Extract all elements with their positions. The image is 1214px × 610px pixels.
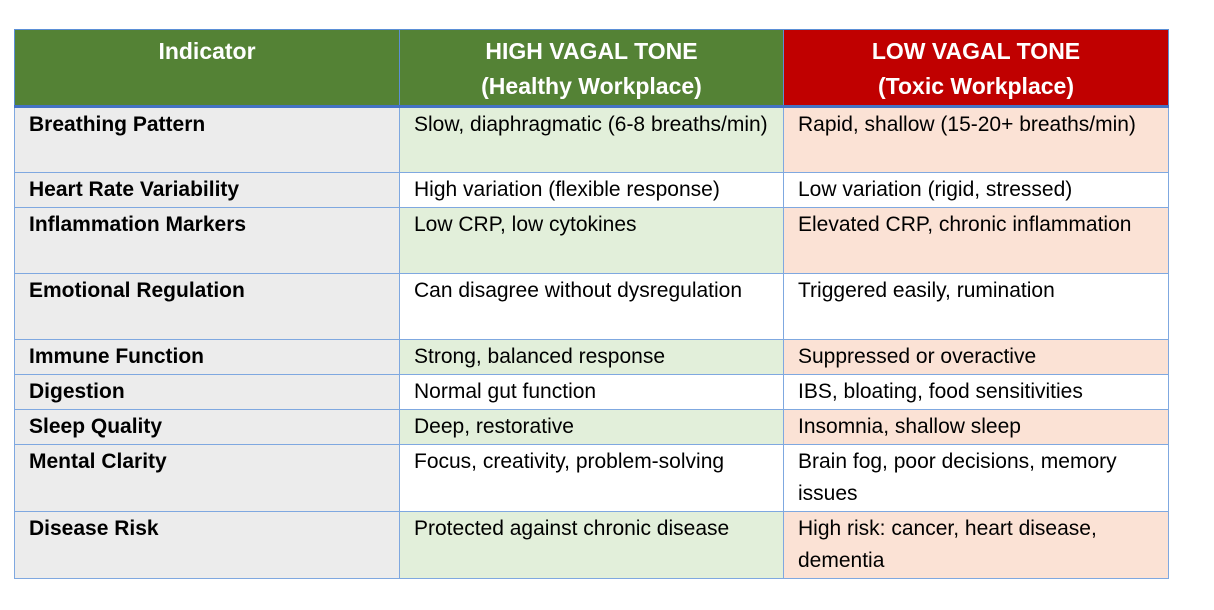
table-row: [15, 107, 1169, 173]
high-vagal-cell: High variation (flexible response): [400, 173, 784, 208]
header-high-vagal-tone: [400, 30, 784, 107]
header-low-vagal-tone: [784, 30, 1169, 107]
high-vagal-cell: Normal gut function: [400, 375, 784, 410]
header-indicator: [15, 30, 400, 107]
low-vagal-cell: Triggered easily, rumination: [784, 274, 1169, 340]
high-vagal-cell: Low CRP, low cytokines: [400, 208, 784, 274]
table-row: [15, 340, 1169, 375]
header-low-line2: (Toxic Workplace): [878, 73, 1074, 99]
high-vagal-cell: Can disagree without dysregulation: [400, 274, 784, 340]
header-low-line1: LOW VAGAL TONE: [871, 38, 1081, 64]
indicator-cell: Emotional Regulation: [15, 274, 400, 340]
low-vagal-cell: Insomnia, shallow sleep: [784, 410, 1169, 445]
indicator-cell: Breathing Pattern: [15, 107, 400, 173]
low-vagal-cell: Rapid, shallow (15-20+ breaths/min): [784, 107, 1169, 173]
indicator-cell: Mental Clarity: [15, 445, 400, 512]
low-vagal-cell: Elevated CRP, chronic inflammation: [784, 208, 1169, 274]
high-vagal-cell: Protected against chronic disease: [400, 512, 784, 579]
header-row: [15, 30, 1169, 107]
low-vagal-cell: Low variation (rigid, stressed): [784, 173, 1169, 208]
header-indicator-label: Indicator: [158, 38, 256, 64]
low-vagal-cell: High risk: cancer, heart disease, dementia: [784, 512, 1169, 579]
indicator-cell: Disease Risk: [15, 512, 400, 579]
indicator-cell: Sleep Quality: [15, 410, 400, 445]
table-row: [15, 274, 1169, 340]
low-vagal-cell: Suppressed or overactive: [784, 340, 1169, 375]
table-row: [15, 173, 1169, 208]
high-vagal-cell: Focus, creativity, problem-solving: [400, 445, 784, 512]
comparison-table-container: [14, 29, 1169, 579]
table-row: [15, 208, 1169, 274]
high-vagal-cell: Slow, diaphragmatic (6-8 breaths/min): [400, 107, 784, 173]
header-high-line2: (Healthy Workplace): [481, 73, 702, 99]
indicator-cell: Inflammation Markers: [15, 208, 400, 274]
high-vagal-cell: Deep, restorative: [400, 410, 784, 445]
table-row: [15, 375, 1169, 410]
vagal-tone-comparison-table: [14, 29, 1169, 579]
high-vagal-cell: Strong, balanced response: [400, 340, 784, 375]
table-row: [15, 445, 1169, 512]
table-row: [15, 410, 1169, 445]
indicator-cell: Immune Function: [15, 340, 400, 375]
indicator-cell: Digestion: [15, 375, 400, 410]
indicator-cell: Heart Rate Variability: [15, 173, 400, 208]
table-row: [15, 512, 1169, 579]
low-vagal-cell: Brain fog, poor decisions, memory issues: [784, 445, 1169, 512]
header-high-line1: HIGH VAGAL TONE: [485, 38, 698, 64]
low-vagal-cell: IBS, bloating, food sensitivities: [784, 375, 1169, 410]
